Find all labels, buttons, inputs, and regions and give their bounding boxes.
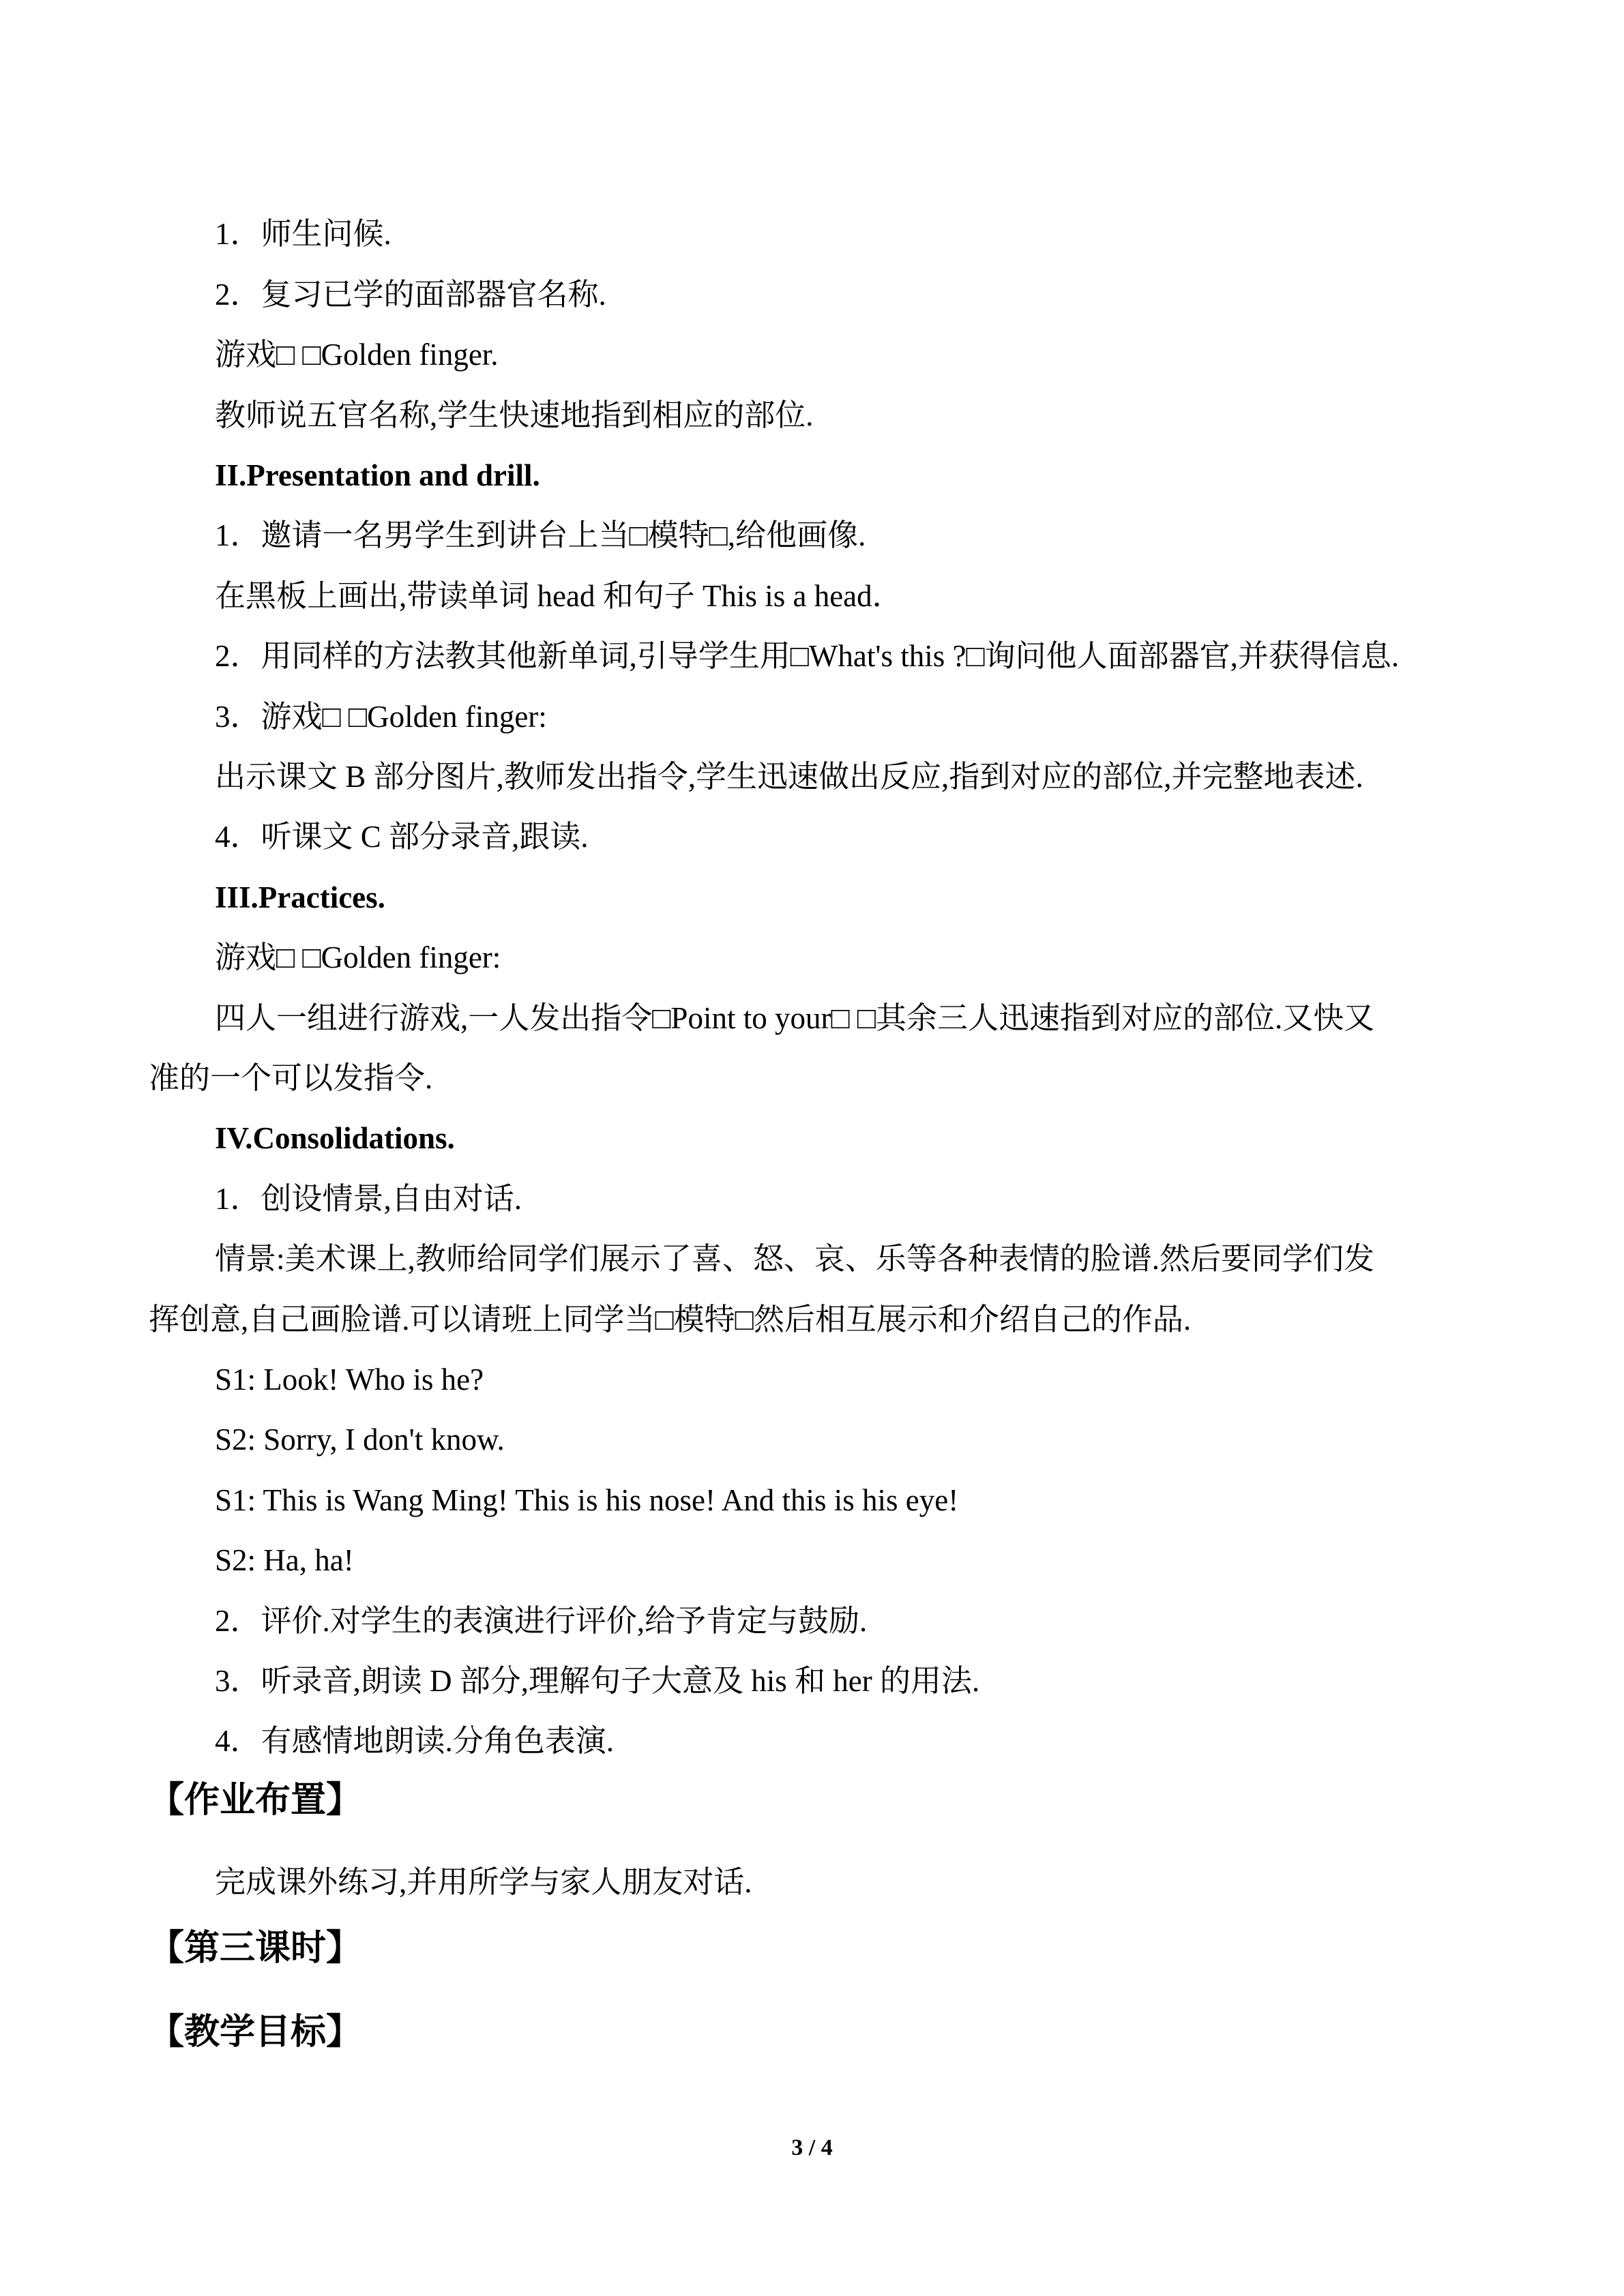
section-heading: IV.Consolidations. xyxy=(215,1121,455,1155)
text-line: 在黑板上画出,带读单词 head 和句子 This is a head． xyxy=(215,579,903,613)
section-heading: III.Practices. xyxy=(215,880,385,914)
objectives-heading: 【教学目标】 xyxy=(149,2012,362,2053)
section-heading: II.Presentation and drill. xyxy=(215,458,540,492)
text-line: 1．创设情景,自由对话. xyxy=(215,1182,522,1216)
page-number: 3 / 4 xyxy=(791,2135,833,2160)
text-line: 情景:美术课上,教师给同学们展示了喜、怒、哀、乐等各种表情的脸谱.然后要同学们发 xyxy=(215,1242,1375,1276)
dialogue-line: S2: Ha, ha! xyxy=(215,1543,354,1577)
text-line: 4．听课文 C 部分录音,跟读. xyxy=(215,820,589,854)
text-line: 1．邀请一名男学生到讲台上当□模特□,给他画像. xyxy=(215,518,866,552)
text-line: 2．评价.对学生的表演进行评价,给予肯定与鼓励. xyxy=(215,1604,868,1638)
text-line: 3．游戏□ □Golden finger: xyxy=(215,700,547,734)
text-line: 准的一个可以发指令. xyxy=(149,1061,433,1095)
third-lesson-heading: 【第三课时】 xyxy=(149,1928,362,1969)
homework-heading: 【作业布置】 xyxy=(149,1780,362,1821)
text-line: 4．有感情地朗读.分角色表演. xyxy=(215,1724,615,1758)
dialogue-line: S1: Look! Who is he? xyxy=(215,1362,484,1397)
text-line: 出示课文 B 部分图片,教师发出指令,学生迅速做出反应,指到对应的部位,并完整地表述. xyxy=(215,760,1363,794)
text-line: 2．复习已学的面部器官名称. xyxy=(215,278,606,312)
text-line: 完成课外练习,并用所学与家人朋友对话. xyxy=(215,1865,752,1899)
text-line: 2．用同样的方法教其他新单词,引导学生用□What's this ?□询问他人面部器官,并获得信息. xyxy=(215,639,1400,673)
text-line: 游戏□ □Golden finger: xyxy=(215,940,501,974)
dialogue-line: S1: This is Wang Ming! This is his nose! And this is his eye! xyxy=(215,1483,959,1517)
text-line: 挥创意,自己画脸谱.可以请班上同学当□模特□然后相互展示和介绍自己的作品. xyxy=(149,1302,1192,1337)
text-line: 3．听录音,朗读 D 部分,理解句子大意及 his 和 her 的用法. xyxy=(215,1664,980,1698)
text-line: 四人一组进行游戏,一人发出指令□Point to your□ □其余三人迅速指到对应的部位.又快又 xyxy=(215,1001,1375,1035)
text-line: 教师说五官名称,学生快速地指到相应的部位. xyxy=(215,398,814,432)
text-line: 1．师生问候. xyxy=(215,217,392,251)
dialogue-line: S2: Sorry, I don't know. xyxy=(215,1422,505,1457)
text-line: 游戏□ □Golden finger. xyxy=(215,338,499,372)
